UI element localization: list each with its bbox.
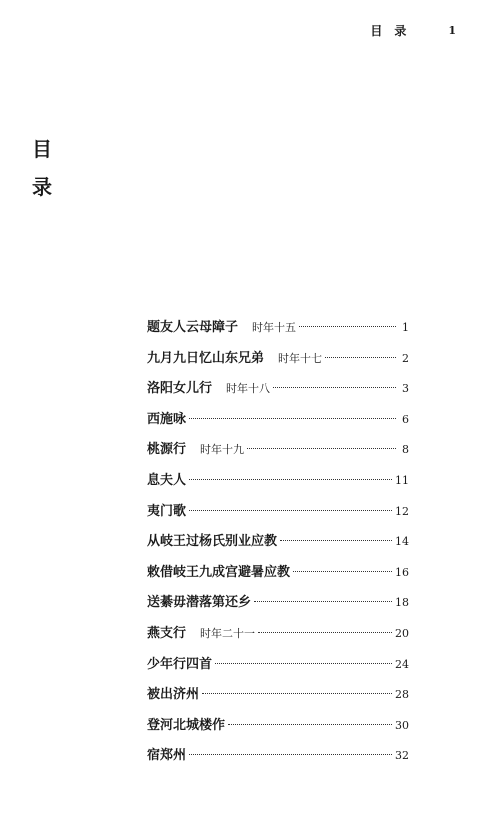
toc-entry-title: 从岐王过杨氏别业应教: [147, 534, 278, 550]
toc-leader-dots: [258, 632, 392, 633]
toc-entry[interactable]: [147, 435, 409, 466]
toc-entry[interactable]: [147, 527, 409, 558]
toc-entry-title: 桃源行: [147, 442, 187, 458]
toc-entry[interactable]: [147, 619, 409, 650]
toc-entry-note: 时年十五: [252, 321, 297, 334]
toc-entry-page: 3: [402, 382, 409, 396]
toc-entry-page: 6: [402, 412, 409, 426]
toc-entry[interactable]: [147, 558, 409, 589]
toc-entry[interactable]: [147, 313, 409, 344]
toc-entry[interactable]: [147, 650, 409, 681]
toc-entry[interactable]: [147, 374, 409, 405]
toc-entry-title: 燕支行: [147, 625, 187, 641]
toc-leader-dots: [189, 510, 392, 511]
toc-leader-dots: [247, 448, 396, 449]
toc-leader-dots: [280, 540, 392, 541]
toc-entry-note: 时年二十一: [200, 626, 256, 640]
toc-entry-page: 11: [395, 473, 409, 487]
toc-entry-title: 被出济州: [147, 687, 200, 703]
toc-entry-note: 时年十九: [200, 443, 245, 457]
toc-leader-dots: [202, 693, 392, 694]
toc-leader-dots: [254, 601, 392, 602]
toc-entry[interactable]: [147, 680, 409, 711]
toc-entry-page: 16: [395, 565, 409, 579]
toc-entry-title: 西施咏: [147, 411, 187, 427]
toc-entry-title: 宿郑州: [147, 748, 187, 764]
toc-entry-page: 32: [395, 749, 409, 763]
toc-entry-title: 少年行四首: [147, 656, 213, 672]
toc-leader-dots: [273, 387, 396, 388]
toc-entry-page: 20: [395, 626, 409, 640]
toc-entry[interactable]: [147, 344, 409, 375]
toc-leader-dots: [189, 418, 396, 419]
toc-entry-title: 洛阳女儿行: [147, 381, 213, 397]
page-title-char: 目: [32, 137, 52, 161]
toc-entry-page: 18: [395, 596, 409, 610]
toc-leader-dots: [228, 724, 392, 725]
toc-entry-title: 息夫人: [147, 472, 187, 488]
table-of-contents: [147, 313, 409, 772]
toc-entry-page: 8: [402, 443, 409, 457]
toc-entry-title: 敕借岐王九成宫避暑应教: [147, 564, 291, 580]
page-title-char: 录: [32, 175, 52, 199]
toc-leader-dots: [299, 326, 396, 327]
toc-entry[interactable]: [147, 711, 409, 742]
toc-entry-page: 28: [395, 688, 409, 702]
toc-leader-dots: [189, 754, 392, 755]
toc-entry-title: 送綦毋潜落第还乡: [147, 595, 252, 611]
page-number: 1: [448, 24, 456, 37]
toc-entry-title: 登河北城楼作: [147, 717, 226, 733]
toc-entry-page: 14: [395, 535, 409, 549]
toc-entry[interactable]: [147, 466, 409, 497]
toc-entry-note: 时年十七: [278, 351, 323, 365]
toc-entry[interactable]: [147, 405, 409, 436]
toc-entry-title: 九月九日忆山东兄弟: [147, 350, 265, 366]
toc-entry[interactable]: [147, 588, 409, 619]
page-header: [370, 22, 456, 39]
page-title: [32, 130, 56, 206]
toc-leader-dots: [293, 571, 392, 572]
toc-leader-dots: [215, 663, 392, 664]
toc-entry-note: 时年十八: [226, 382, 271, 396]
running-title: 目录: [370, 24, 419, 38]
toc-entry[interactable]: [147, 497, 409, 528]
toc-entry-page: 24: [395, 657, 409, 671]
toc-entry-title: 夷门歌: [147, 503, 187, 519]
toc-entry-page: 12: [395, 504, 409, 518]
toc-leader-dots: [325, 357, 396, 358]
toc-leader-dots: [189, 479, 392, 480]
toc-entry-title: 题友人云母障子: [147, 320, 239, 335]
toc-entry[interactable]: [147, 741, 409, 772]
toc-entry-page: 2: [402, 351, 409, 365]
toc-entry-page: 1: [402, 321, 409, 334]
toc-entry-page: 30: [395, 718, 409, 732]
